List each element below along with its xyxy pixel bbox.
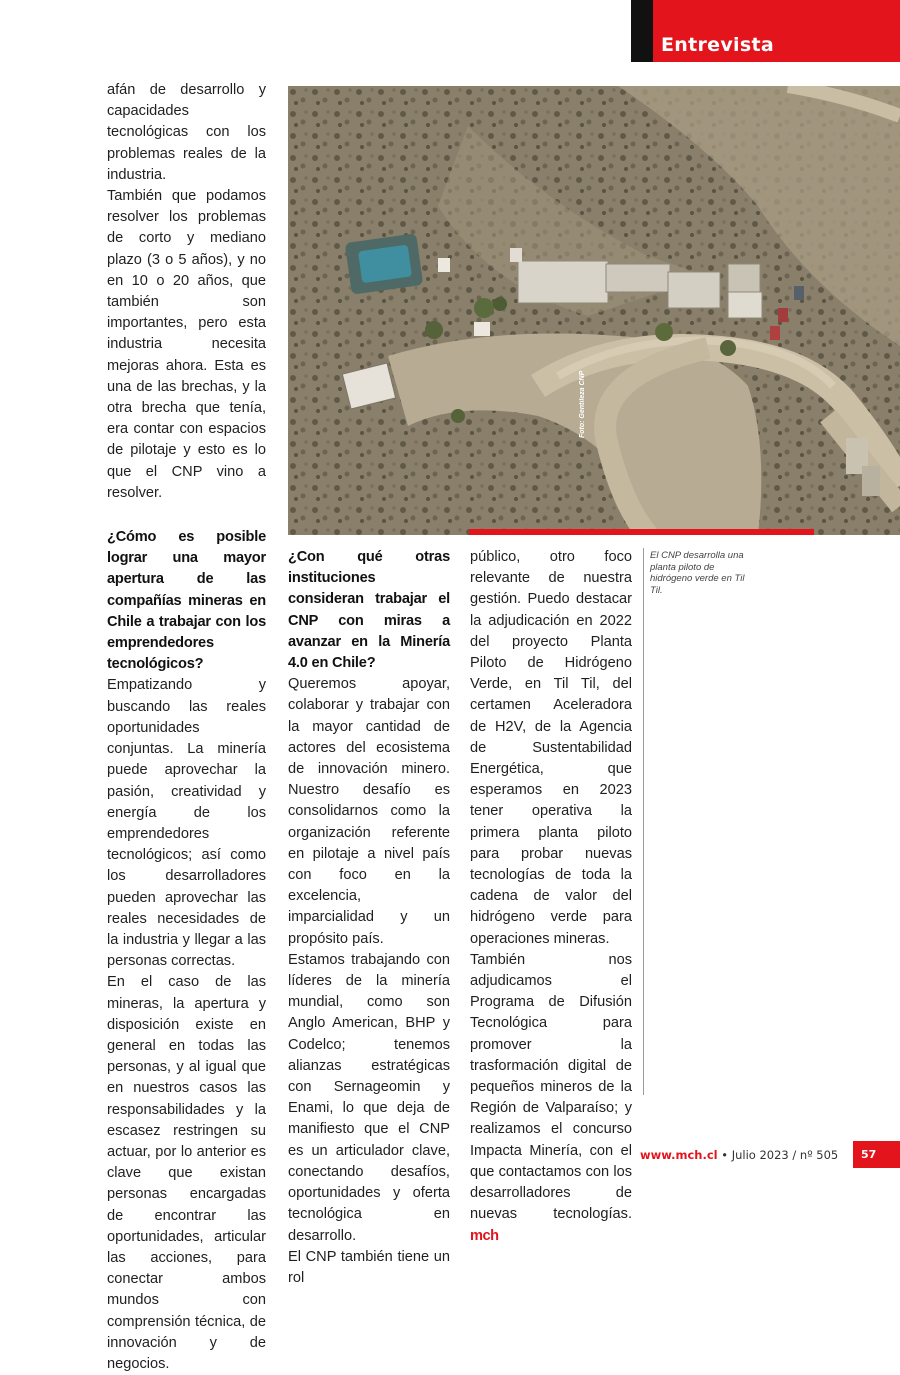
paragraph-last xyxy=(470,950,632,1247)
photo-red-bar xyxy=(469,529,814,535)
aerial-photo xyxy=(288,86,900,535)
photo-credit: Foto: Gentileza CNP xyxy=(579,370,586,438)
page-number: 57 xyxy=(861,1148,877,1161)
footer-site-link[interactable]: www.mch.cl xyxy=(640,1148,718,1162)
paragraph: público, otro foco relevante de nuestra gestión. Puedo destacar la adjudicación en 2022 del proyecto Planta Piloto de Hidrógeno Verde, en Til Til, del certamen Aceleradora de H2V, de la Agencia de Sustentabilidad Energética, que esperamos en 2023 tener operativa la primera planta piloto para probar nuevas tecnologías de toda la cadena de valor del hidrógeno verde para operaciones mineras. xyxy=(470,549,632,947)
spacer xyxy=(107,504,266,527)
paragraph: En el caso de las mineras, la apertura y disposición existe en general en todas las personas, y al igual que en nuestros casos las responsabilidades y la escasez restringen su actuar, por lo anterior es clave que existan personas encargadas de encontrar las oportunidades, articular las acciones, para conectar ambos mundos con comprensión técnica, de innovación y de negocios. xyxy=(107,974,266,1372)
footer-issue: • Julio 2023 / nº 505 xyxy=(717,1148,839,1162)
paragraph: Empatizando y buscando las reales oportunidades conjuntas. La minería puede aprovechar la pasión, creatividad y energía de los emprendedores tecnológicos; así como los desarrolladores pueden aprovechar las reales necesidades de la industria y llegar a las personas correctas. xyxy=(107,677,266,970)
section-tab-stripe xyxy=(631,0,653,62)
text-column-2 xyxy=(288,547,450,1289)
text-column-1 xyxy=(107,80,266,1375)
footer xyxy=(640,1148,838,1162)
interview-question: ¿Cómo es posible lograr una mayor apertura de las compañías mineras en Chile a trabajar con los emprendedores tecnológicos? xyxy=(107,529,266,673)
paragraph-text: También nos adjudicamos el Programa de Difusión Tecnológica para promover la trasformación digital de pequeños mineros de la Región de Valparaíso; y realizamos el concurso Impacta Minería, con el que contactamos con los desarrolladores de nuevas tecnologías. xyxy=(470,951,632,1223)
caption-divider xyxy=(643,548,644,1095)
interview-question: ¿Con qué otras instituciones consideran trabajar el CNP con miras a avanzar en la Minería 4.0 en Chile? xyxy=(288,549,450,672)
paragraph: También que podamos resolver los problemas de corto y mediano plazo (3 o 5 años), y no en 10 o 20 años, que también son importantes, pero esta industria necesita mejoras ahora. Esta es una de las brechas, y la otra brecha que tenía, era contar con espacios de pilotaje y esto es lo que el CNP vino a resolver. xyxy=(107,188,266,501)
photo-caption: El CNP desarrolla una planta piloto de hidrógeno verde en Til Til. xyxy=(650,550,745,596)
section-label: Entrevista xyxy=(661,34,774,56)
paragraph: El CNP también tiene un rol xyxy=(288,1248,450,1286)
paragraph: Queremos apoyar, colaborar y trabajar con la mayor cantidad de actores del ecosistema de innovación minero. Nuestro desafío es consolidarnos como la organización referente en pilotaje a nivel país con foco en la excelencia, imparcialidad y un propósito país. xyxy=(288,676,450,947)
aerial-photo-illustration xyxy=(288,86,900,535)
text-column-3 xyxy=(470,547,632,1247)
paragraph: Estamos trabajando con líderes de la minería mundial, como son Anglo American, BHP y Codelco; tenemos alianzas estratégicas con Sernageomin y Enami, lo que deja de manifiesto que el CNP es un articulador clave, conectando desafíos, oportunidades y oferta tecnológica en desarrollo. xyxy=(288,951,450,1244)
mch-end-mark: mch xyxy=(470,1227,499,1244)
paragraph: afán de desarrollo y capacidades tecnológicas con los problemas reales de la industria. xyxy=(107,82,266,183)
section-tab xyxy=(631,0,900,62)
page-number-box xyxy=(853,1141,900,1168)
